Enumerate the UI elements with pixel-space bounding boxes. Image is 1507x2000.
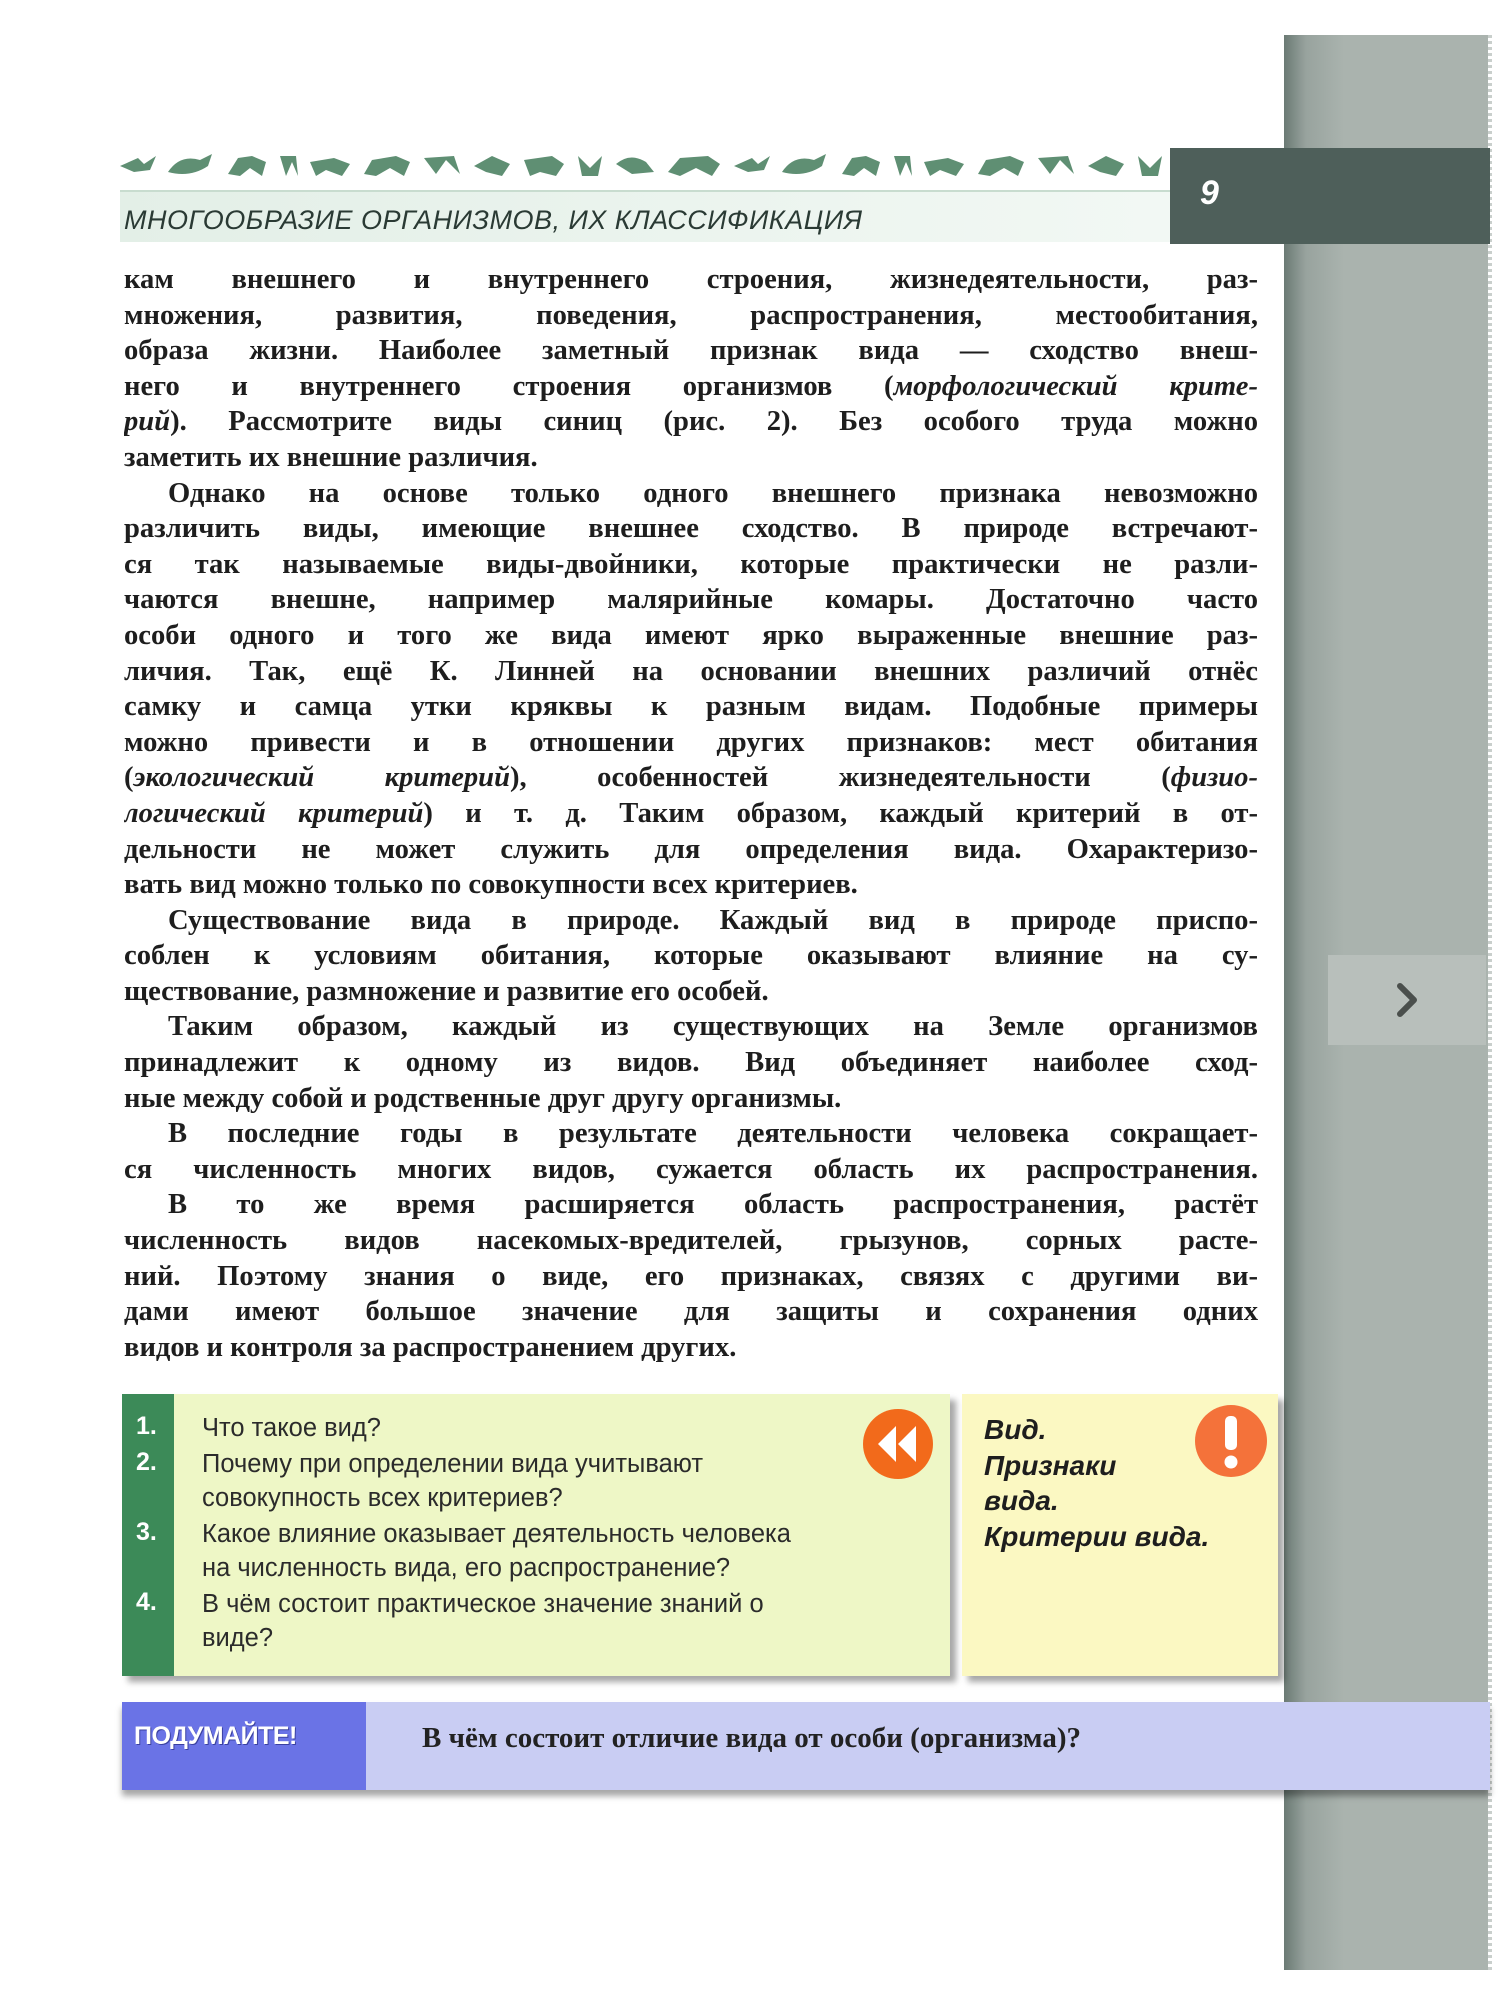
text-run: ( [124,762,134,794]
text-run: ). Рассмотрите виды синиц (рис. 2). Без особого труда можно [170,406,1258,438]
text-line: кам внешнего и внутреннего строения, жизнедеятельности, раз- [124,264,1258,295]
text-run: ), особенностей жизнедеятельности ( [509,762,1171,794]
text-line: ся так называемые виды-двойники, которые практически не разли- [124,548,1258,580]
text-line: ся численность многих видов, сужается область их распространения. [124,1153,1258,1185]
text-run: Каждый вид в природе приспо- [679,904,1258,936]
text-run: ) и т. д. Таким образом, каждый критерий в от- [423,797,1258,829]
chevron-right-icon [1392,980,1422,1020]
rewind-icon [860,1406,936,1482]
text-line: дами имеют большое значение для защиты и сохранения одних [124,1296,1258,1328]
term-italic: логический критерий [124,797,424,829]
question-number: 3. [136,1518,157,1546]
question-text: совокупность всех критериев? [202,1484,563,1512]
question-text: В чём состоит практическое значение знаний о [202,1590,764,1618]
key-term: Признаки [984,1449,1117,1481]
text-line: различить виды, имеющие внешнее сходство. В природе встречают- [124,513,1258,545]
text-line: видов и контроля за распространением других. [124,1331,737,1363]
text-line: В то же время расширяется область распространения, растёт [168,1189,1258,1221]
chapter-title: МНОГООБРАЗИЕ ОРГАНИЗМОВ, ИХ КЛАССИФИКАЦИЯ [124,205,863,235]
text-line: можно привести и в отношении других признаков: мест обитания [124,726,1258,758]
exclamation-icon [1192,1402,1270,1480]
term-italic: рий [124,406,171,438]
text-run: него и внутреннего строения организмов ( [124,370,894,402]
question-text: на численность вида, его распространение? [202,1554,731,1582]
text-line: заметить их внешние различия. [124,441,538,473]
body-text [124,262,1258,1365]
page-edge [1488,35,1492,1970]
text-line: ществование, размножение и развитие его особей. [124,975,769,1007]
question-number: 2. [136,1448,157,1476]
term-italic: морфологический крите- [893,370,1258,402]
text-line [124,404,1258,440]
text-line: самку и самца утки кряквы к разным видам. Подобные примеры [124,691,1258,723]
text-line [124,369,1258,405]
text-line: личия. Так, ещё К. Линней на основании внешних различий отнёс [124,655,1258,687]
text-line [124,760,1258,796]
text-line: особи одного и того же вида имеют ярко выраженные внешние раз- [124,619,1258,651]
text-line: ные между собой и родственные друг другу организмы. [124,1082,842,1114]
text-line: численность видов насекомых-вредителей, грызунов, сорных расте- [124,1225,1258,1257]
text-line: Таким образом, каждый из существующих на Земле организмов [168,1011,1258,1043]
key-terms-box [962,1394,1278,1676]
question-number: 1. [136,1412,157,1440]
key-term: Критерии вида. [984,1520,1210,1552]
think-box [122,1702,1490,1790]
review-questions-box [122,1394,950,1676]
key-term: вида. [984,1485,1059,1516]
think-label: ПОДУМАЙТЕ! [134,1722,297,1750]
text-line: чаются внешне, например малярийные комары. Достаточно часто [124,584,1258,616]
section-heading: Существование вида в природе. [168,904,680,936]
question-text: Почему при определении вида учитывают [202,1450,704,1478]
text-line [124,796,1258,832]
text-line [124,903,1258,939]
question-text: виде? [202,1624,274,1652]
text-line: дельности не может служить для определения вида. Охарактеризо- [124,833,1258,865]
question-number: 4. [136,1588,157,1616]
key-terms [984,1412,1209,1554]
term-italic: физио- [1170,762,1258,794]
animal-silhouettes-icon [120,148,1170,182]
text-line: множения, развития, поведения, распространения, местообитания, [124,299,1258,331]
question-text: Что такое вид? [202,1414,381,1442]
term-italic: экологический критерий [133,762,510,794]
think-question: В чём состоит отличие вида от особи (организма)? [422,1722,1081,1754]
text-line: ний. Поэтому знания о виде, его признаках, связях с другими ви- [124,1260,1258,1292]
text-line: принадлежит к одному из видов. Вид объединяет наиболее сход- [124,1047,1258,1079]
question-text: Какое влияние оказывает деятельность человека [202,1520,791,1548]
key-term: Вид. [984,1414,1047,1445]
text-line: образа жизни. Наиболее заметный признак вида — сходство внеш- [124,335,1258,367]
text-line: соблен к условиям обитания, которые оказывают влияние на су- [124,940,1258,972]
text-line: вать вид можно только по совокупности всех критериев. [124,869,858,901]
text-line: Однако на основе только одного внешнего признака невозможно [168,477,1258,509]
next-page-button[interactable] [1328,955,1486,1045]
page-number: 9 [1200,174,1219,212]
text-line: В последние годы в результате деятельности человека сокращает- [168,1118,1258,1150]
